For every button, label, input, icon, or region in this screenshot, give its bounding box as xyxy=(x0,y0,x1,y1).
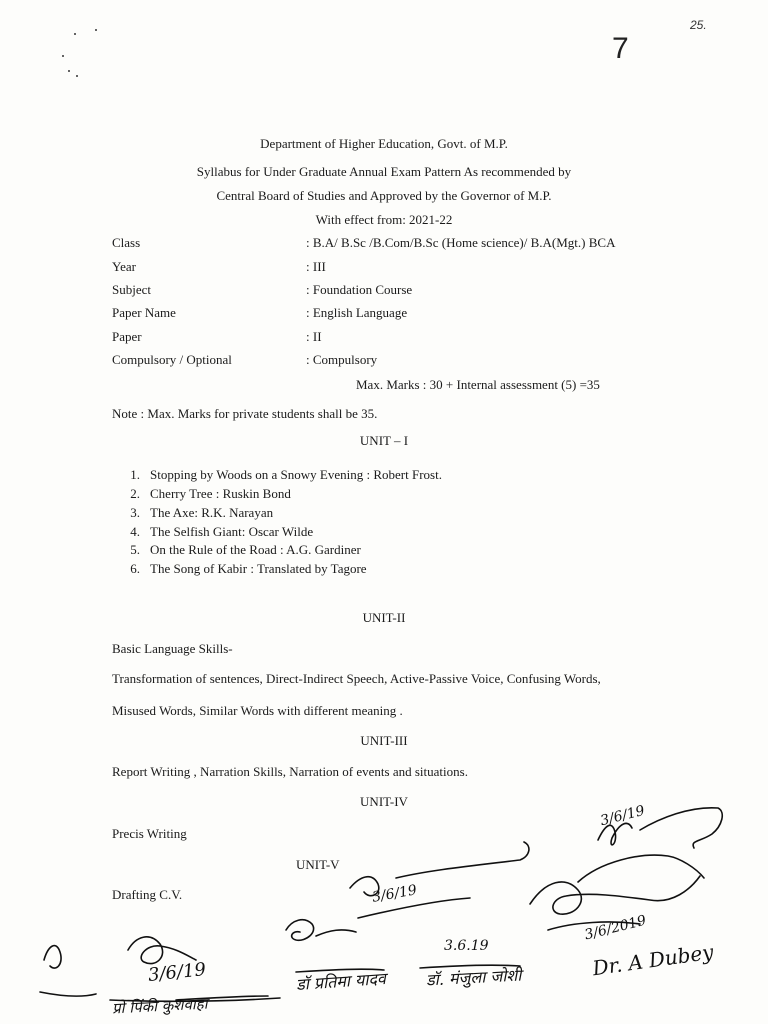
signature-date-3: 3/6/19 xyxy=(147,959,207,986)
signature-dr-a-dubey: Dr. A Dubey xyxy=(590,939,715,981)
page-number: 7 xyxy=(612,32,629,65)
unit-4-title: UNIT-IV xyxy=(360,794,408,809)
unit-5-text: Drafting C.V. xyxy=(112,887,183,902)
unit-2-line-1: Transformation of sentences, Direct-Indirect Speech, Active-Passive Voice, Confusing Words, xyxy=(112,671,601,686)
list-item-text: The Selfish Giant: Oscar Wilde xyxy=(150,524,314,539)
header-effect-date: With effect from: 2021-22 xyxy=(315,212,453,227)
unit-4-text: Precis Writing xyxy=(112,826,187,841)
info-value-compulsory: : Compulsory xyxy=(306,352,378,367)
info-value-class: : B.A/ B.Sc /B.Com/B.Sc (Home science)/ B.A(Mgt.) BCA xyxy=(306,235,616,250)
unit-3-title: UNIT-III xyxy=(360,733,408,748)
list-item-text: The Song of Kabir : Translated by Tagore xyxy=(150,561,367,576)
header-department: Department of Higher Education, Govt. of M.P. xyxy=(260,136,508,151)
info-label-year: Year xyxy=(112,259,136,274)
unit-5-title: UNIT-V xyxy=(296,857,340,872)
signature-stroke xyxy=(578,855,704,882)
signature-hindi-pratima: डॉ प्रतिमा यादव xyxy=(295,968,387,995)
info-label-paper: Paper xyxy=(112,329,142,344)
signature-stroke xyxy=(44,946,61,968)
header-approval: Central Board of Studies and Approved by the Governor of M.P. xyxy=(216,188,552,203)
unit-1-title: UNIT – I xyxy=(359,433,409,448)
signature-stroke xyxy=(316,930,356,936)
signature-date-5: 3/6/2019 xyxy=(582,912,648,944)
list-item-number: 5. xyxy=(130,542,140,557)
max-marks: Max. Marks : 30 + Internal assessment (5) =35 xyxy=(356,377,600,392)
list-item-number: 6. xyxy=(130,561,140,576)
signature-stroke xyxy=(396,842,529,878)
info-label-subject: Subject xyxy=(112,282,151,297)
list-item-text: On the Rule of the Road : A.G. Gardiner xyxy=(150,542,361,557)
info-value-year: : III xyxy=(306,259,326,274)
signature-date-1: 3/6/19 xyxy=(598,802,647,830)
signature-stroke xyxy=(530,876,700,914)
note: Note : Max. Marks for private students shall be 35. xyxy=(112,406,378,421)
info-label-compulsory: Compulsory / Optional xyxy=(112,352,232,367)
signature-hindi-manjula: डॉ. मंजुला जोशी xyxy=(425,965,522,990)
list-item-text: Stopping by Woods on a Snowy Evening : Robert Frost. xyxy=(150,467,442,482)
signature-date-2: 3/6/19 xyxy=(370,882,419,906)
signature-date-4: 3.6.19 xyxy=(444,938,489,954)
info-label-paper-name: Paper Name xyxy=(112,305,176,320)
unit-2-line-2: Misused Words, Similar Words with different meaning . xyxy=(112,703,403,718)
list-item-number: 4. xyxy=(130,524,140,539)
unit-2-title: UNIT-II xyxy=(362,610,406,625)
corner-mark: 25. xyxy=(690,18,707,32)
unit-2-heading: Basic Language Skills- xyxy=(112,641,233,656)
header-syllabus: Syllabus for Under Graduate Annual Exam Pattern As recommended by xyxy=(196,164,572,179)
signature-stroke xyxy=(640,808,722,848)
info-value-paper: : II xyxy=(306,329,322,344)
list-item-number: 1. xyxy=(130,467,140,482)
signature-stroke xyxy=(286,920,314,941)
signature-stroke xyxy=(40,992,96,996)
list-item-number: 2. xyxy=(130,486,140,501)
list-item-text: Cherry Tree : Ruskin Bond xyxy=(150,486,291,501)
info-label-class: Class xyxy=(112,235,141,250)
info-value-paper-name: : English Language xyxy=(306,305,408,320)
signature-stroke xyxy=(128,937,196,964)
info-value-subject: : Foundation Course xyxy=(306,282,413,297)
unit-3-text: Report Writing , Narration Skills, Narration of events and situations. xyxy=(112,764,468,779)
list-item-text: The Axe: R.K. Narayan xyxy=(150,505,274,520)
signature-hindi-pinki: प्रो पिंकी कुशवाहा xyxy=(111,994,208,1018)
list-item-number: 3. xyxy=(130,505,140,520)
